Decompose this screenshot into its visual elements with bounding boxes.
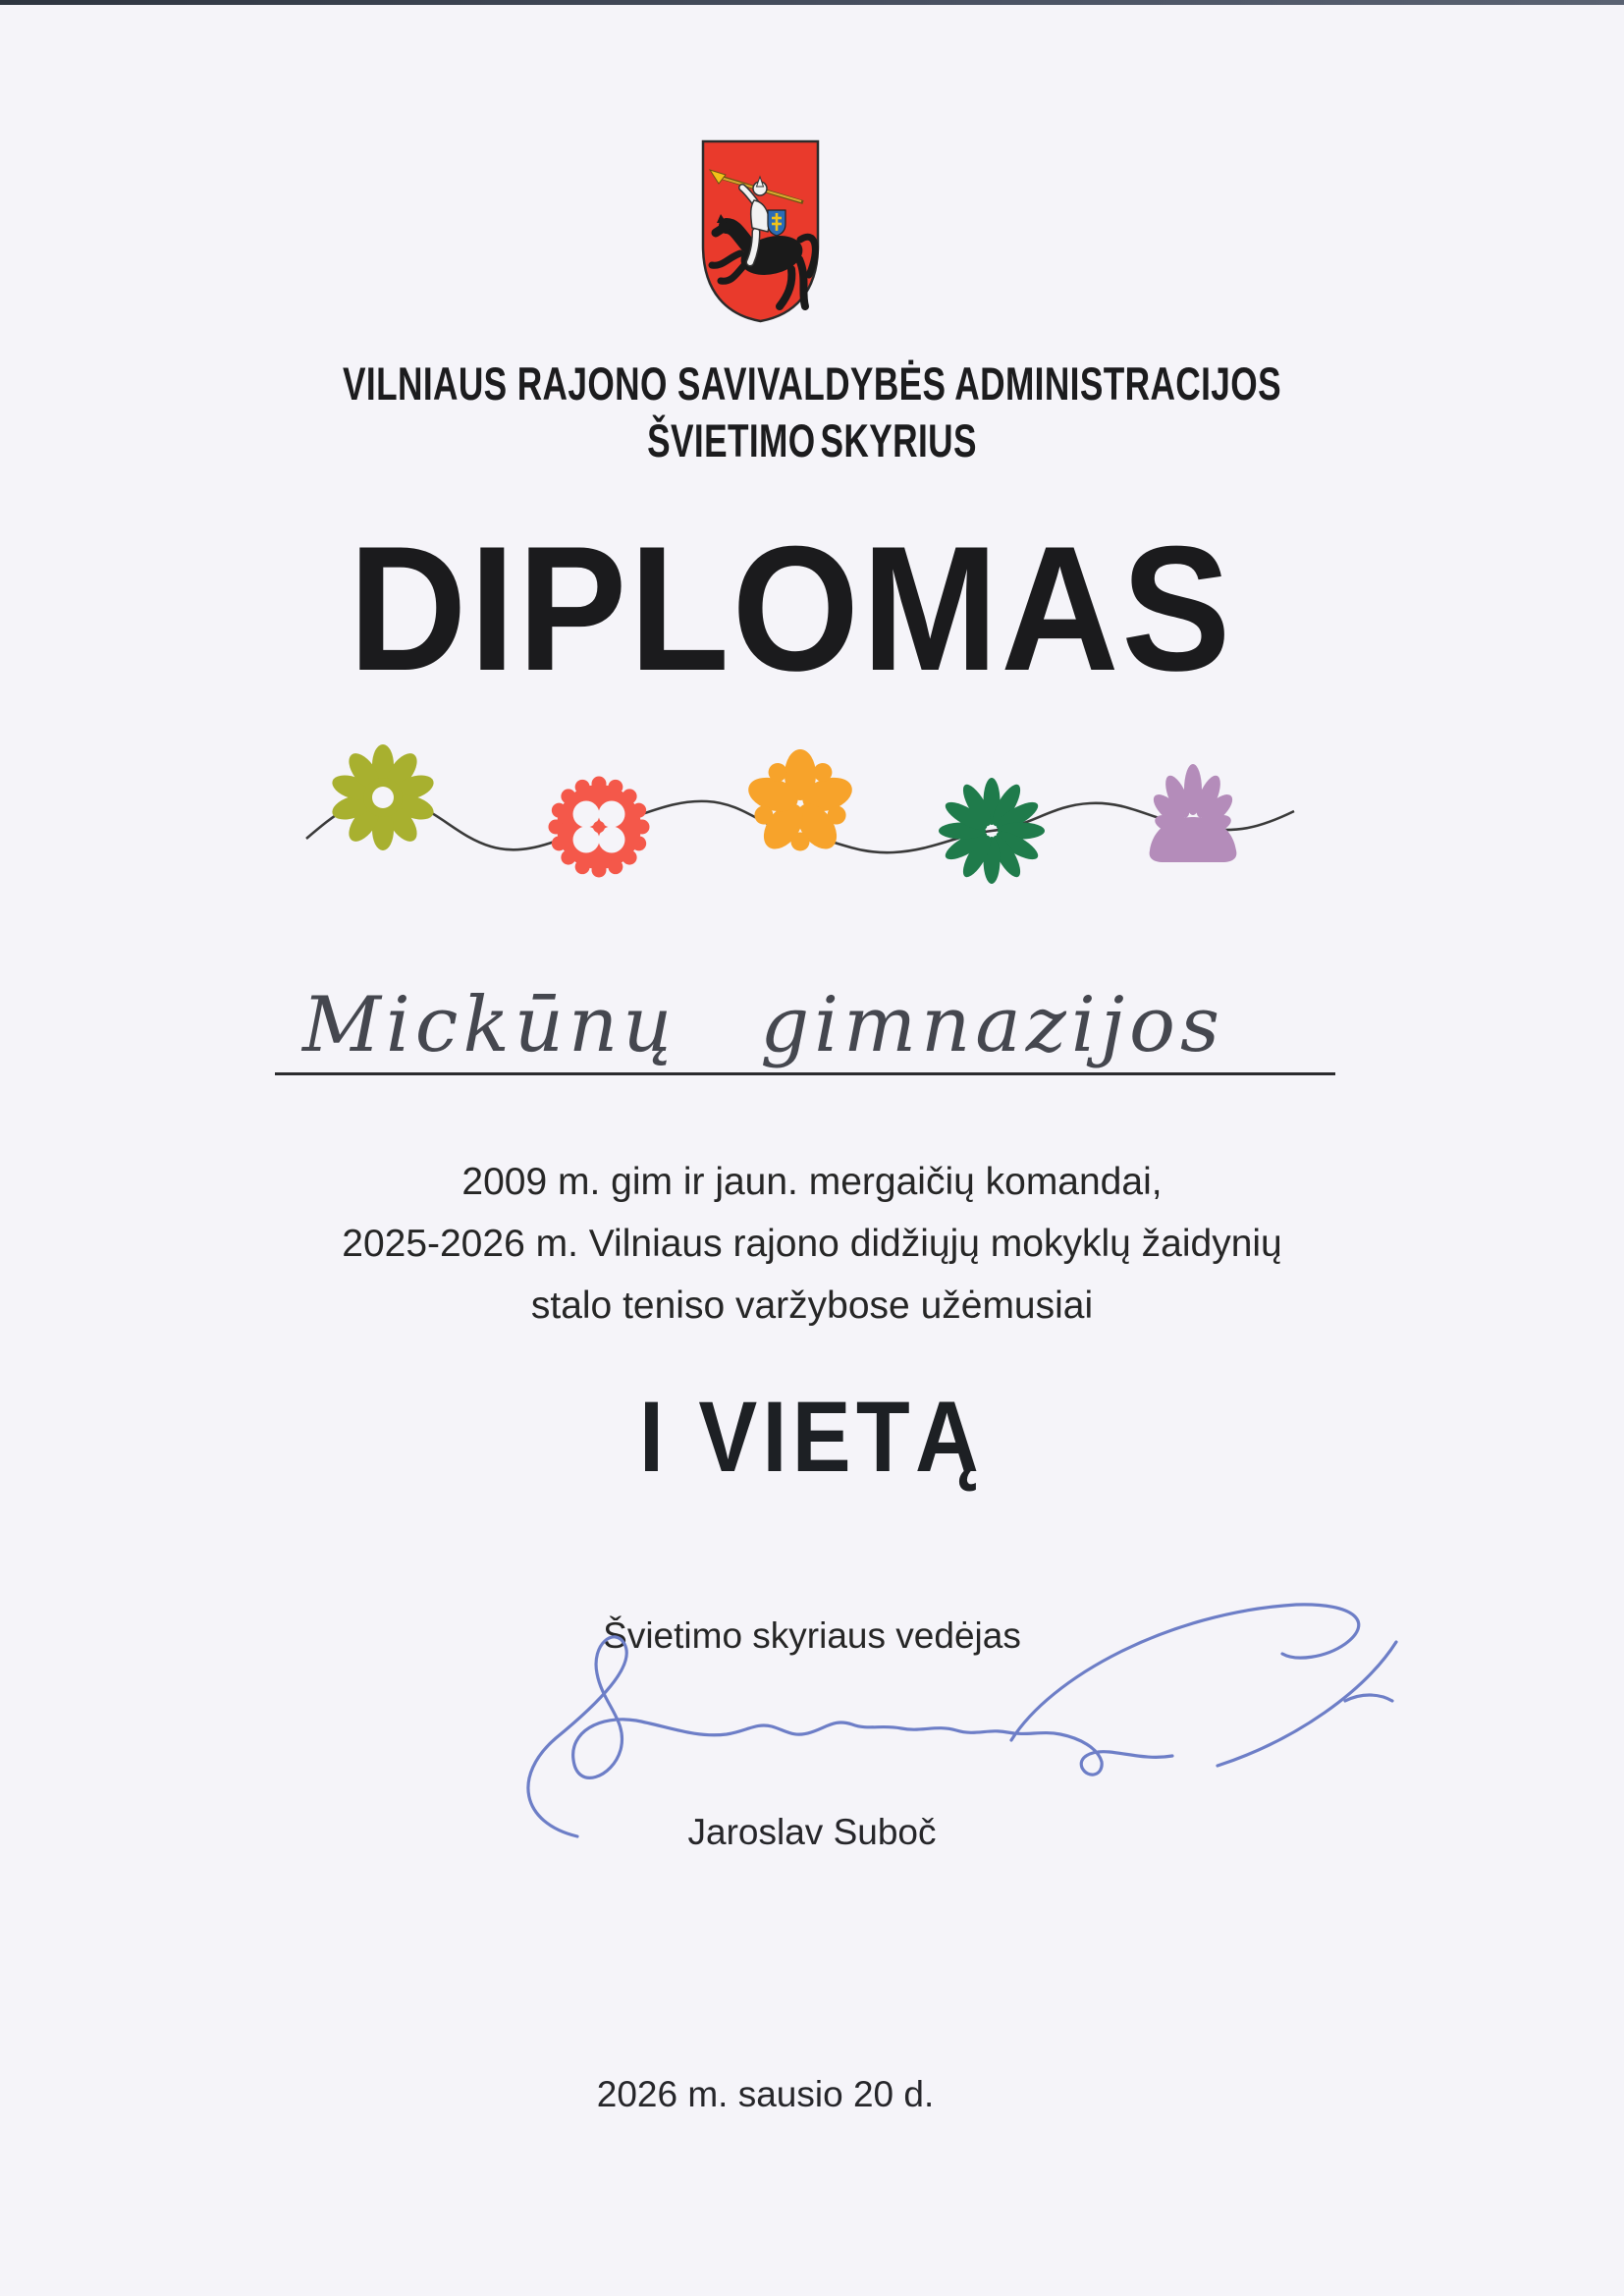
award-description — [0, 1151, 1624, 1337]
diploma-title-wrap — [0, 510, 1624, 708]
recipient-line — [275, 957, 1335, 1075]
issue-date: 2026 m. sausio 20 d. — [596, 2074, 935, 2114]
issuer-line-1: VILNIAUS RAJONO SAVIVALDYBĖS ADMINISTRACIJOS — [343, 357, 1281, 410]
flower-purple-fan — [1149, 764, 1237, 862]
issuer-header — [0, 355, 1624, 469]
crest-inner-shield — [768, 210, 785, 236]
award-place-wrap — [0, 1383, 1624, 1491]
diploma-title: DIPLOMAS — [349, 510, 1234, 708]
recipient-handwriting: Mickūnų gimnazijos — [301, 981, 1225, 1069]
award-description-line-3: stalo teniso varžybose užėmusiai — [530, 1285, 1094, 1327]
signature-scribble — [461, 1583, 1424, 1848]
award-description-line-2: 2025-2026 m. Vilniaus rajono didžiųjų mokyklų žaidynių — [342, 1223, 1282, 1265]
issuer-line-2: ŠVIETIMO SKYRIUS — [647, 414, 977, 466]
award-place: I VIETĄ — [639, 1381, 985, 1493]
signer-name: Jaroslav Suboč — [687, 1812, 937, 1852]
flower-ornament — [304, 737, 1296, 913]
flower-coral-scallop — [549, 777, 650, 878]
flower-olive-daisy — [329, 744, 437, 850]
signer-title: Švietimo skyriaus vedėjas — [603, 1615, 1021, 1656]
coat-of-arms — [699, 137, 822, 324]
award-description-line-1: 2009 m. gim ir jaun. mergaičių komandai, — [461, 1161, 1163, 1203]
scan-edge-artifact — [0, 0, 1624, 5]
flower-orange-asterisk — [744, 749, 857, 856]
